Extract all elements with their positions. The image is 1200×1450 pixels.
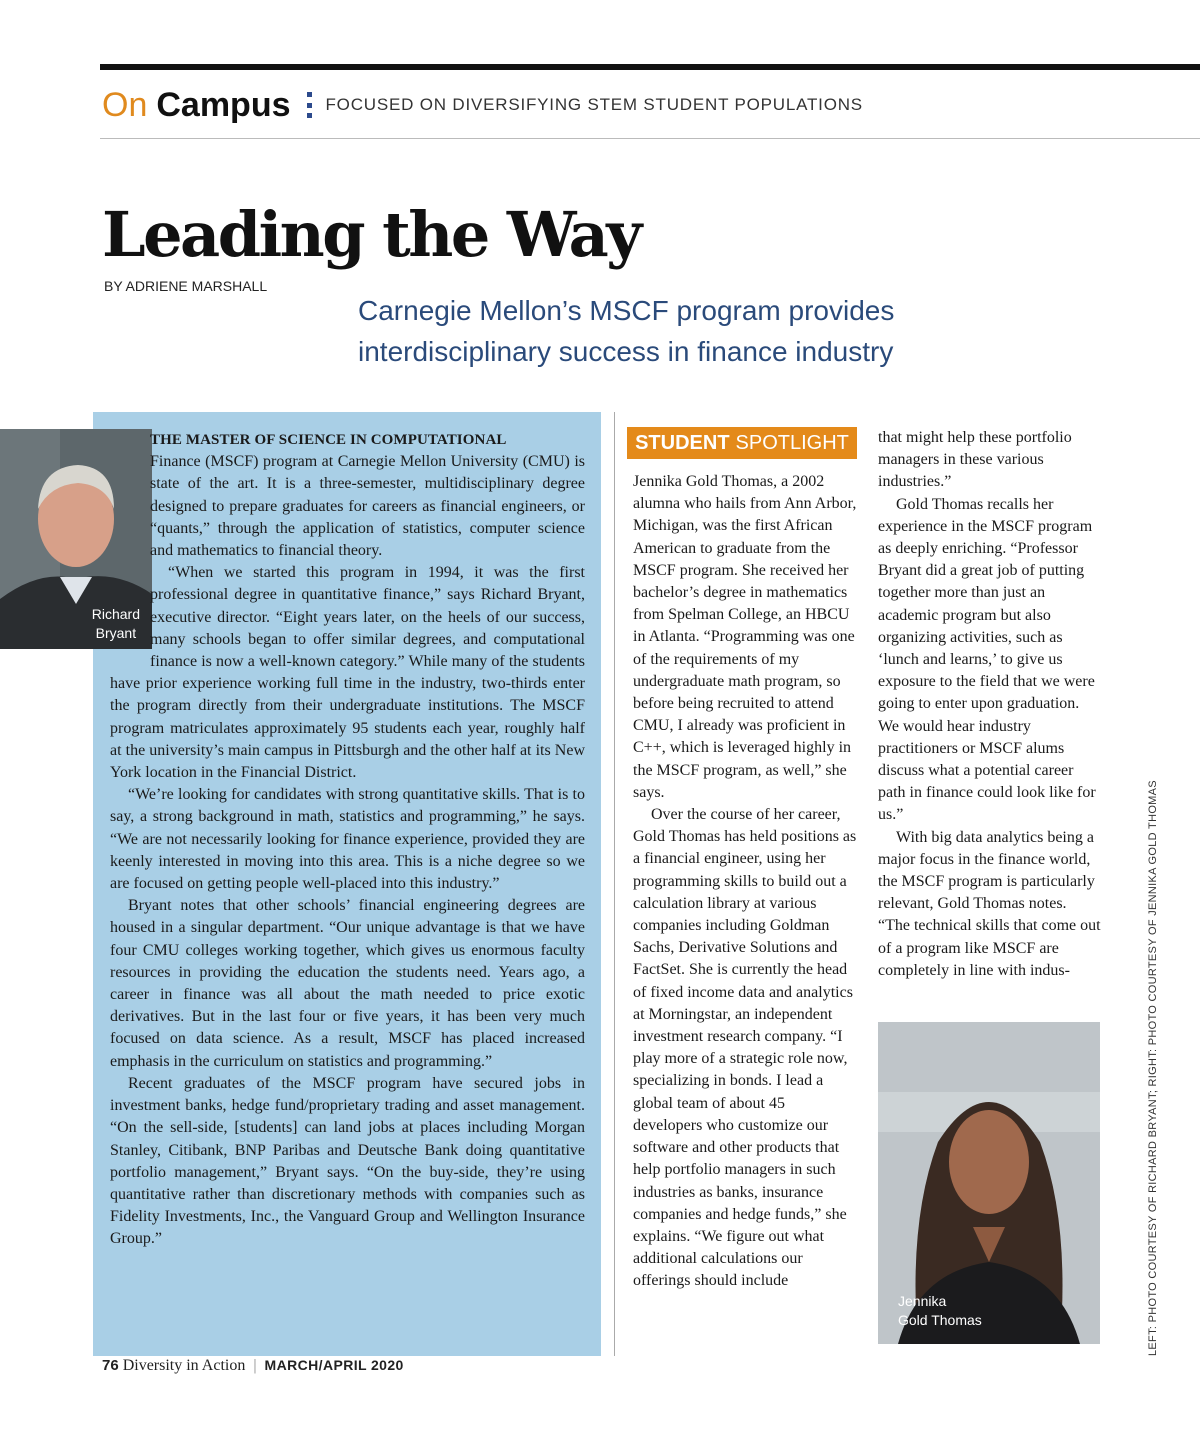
spotlight-paragraph: that might help these portfolio managers in these various industries.” <box>878 429 1072 491</box>
main-paragraph: Bryant notes that other schools’ financial engineering degrees are housed in a singular department. “Our unique advantage is that we have four CMU colleges working together, which gives us enormous faculty resources in providing the education the students need. Years ago, a career in finance was all about the math needed to price exotic derivatives. But in the last four or five years, it has been very much focused on data science. As a result, MSCF has placed increased emphasis in the curriculum on statistics and programming.” <box>110 897 585 1070</box>
jennika-gold-thomas-photo <box>878 1022 1100 1344</box>
main-paragraph: Recent graduates of the MSCF program have secured jobs in investment banks, hedge fund/proprietary trading and asset management. “On the sell-side, [students] can land jobs at places including Morgan Stanley, Citibank, BNP Paribas and Deutsche Bank doing quantitative portfolio management,” Bryant says. “On the buy-side, they’re using quantitative rather than discretionary methods with companies such as Fidelity Investments, Inc., the Vanguard Group and Wellington Insurance Group.” <box>110 1074 585 1248</box>
section-tagline: FOCUSED ON DIVERSIFYING STEM STUDENT POPULATIONS <box>325 95 863 114</box>
spotlight-column-2 <box>878 427 1102 982</box>
photo2-caption <box>898 1292 982 1330</box>
section-label-on: On <box>102 85 148 124</box>
photo1-caption-line1: Richard <box>91 606 140 622</box>
photo2-caption-line2: Gold Thomas <box>898 1312 982 1328</box>
magazine-name: Diversity in Action <box>122 1357 246 1374</box>
issue-date: MARCH/APRIL 2020 <box>264 1357 404 1373</box>
dots-divider-icon <box>307 92 312 118</box>
byline: BY ADRIENE MARSHALL <box>104 278 268 294</box>
lead-in: THE MASTER OF SCIENCE IN COMPUTATIONAL <box>150 432 507 448</box>
column-divider <box>614 412 615 1356</box>
main-paragraph: “When we started this program in 1994, it was the first professional degree in quantitative finance,” says Richard Bryant, executive director. “Eight years later, on the heels of our success, many schools began to offer similar degrees, and computational finance is now a well-known category.” While many of the students have prior experience working full time in the industry, two-thirds enter the program directly from their undergraduate institutions. The MSCF program matriculates approximately 95 students each year, roughly half at the university’s main campus in Pittsburgh and the other half at its New York location in the Financial District. <box>110 564 585 782</box>
spotlight-paragraph: Gold Thomas recalls her experience in the MSCF program as deeply enriching. “Professor Bryant did a great job of putting together more than just an academic program but also organizing activities, such as ‘lunch and learns,’ to give us exposure to the field that we were going to enter upon graduation. We would hear industry practitioners or MSCF alums discuss what a potential career path in finance could look like for us.” <box>878 495 1096 824</box>
section-header <box>102 82 863 128</box>
top-rule <box>100 64 1200 70</box>
main-paragraph: “We’re looking for candidates with strong quantitative skills. That is to say, a strong background in math, statistics and programming,” he says. “We are not necessarily looking for finance experience, provided they are keenly interested in moving into this area. This is a niche degree so we are focused on getting people well-placed into this industry.” <box>110 786 585 893</box>
header-rule <box>100 138 1200 139</box>
photo1-caption-line2: Bryant <box>95 625 137 641</box>
student-spotlight-tag <box>627 427 857 459</box>
article-headline: Leading the Way <box>102 198 640 271</box>
main-story-text <box>110 429 585 1251</box>
spotlight-paragraph: Jennika Gold Thomas, a 2002 alumna who hails from Ann Arbor, Michigan, was the first African American to graduate from the MSCF program. She received her bachelor’s degree in mathematics from Spelman College, an HBCU in Atlanta. “Programming was one of the requirements of my undergraduate math program, so before being recruited to attend CMU, I already was proficient in C++, which is leveraged highly in the MSCF program, as well,” she says. <box>633 473 857 801</box>
footer-separator: | <box>253 1357 257 1374</box>
spotlight-label-light: SPOTLIGHT <box>735 431 849 454</box>
spotlight-paragraph: With big data analytics being a major focus in the finance world, the MSCF program is particularly relevant, Gold Thomas notes. “The technical skills that come out of a program like MSCF are completely in line with indus- <box>878 828 1101 979</box>
spotlight-label-bold: STUDENT <box>635 431 730 454</box>
photo2-caption-line1: Jennika <box>898 1293 947 1309</box>
photo-credit: LEFT: PHOTO COURTESY OF RICHARD BRYANT; RIGHT: PHOTO COURTESY OF JENNIKA GOLD THOMAS <box>1147 780 1159 1356</box>
section-label-campus: Campus <box>156 85 291 124</box>
page-number: 76 <box>102 1357 119 1374</box>
spotlight-paragraph: Over the course of her career, Gold Thomas has held positions as a financial engineer, using her programming skills to build out a calculation library at various companies including Goldman Sachs, Derivative Solutions and FactSet. She is currently the head of fixed income data and analytics at Morningstar, an independent investment research company. “I play more of a strategic role now, specializing in bonds. I lead a global team of about 45 developers who customize our software and other products that help portfolio managers in such industries as banks, insurance companies and hedge funds,” she explains. “We figure out what additional calculations our offerings should include <box>633 806 857 1290</box>
main-paragraph: THE MASTER OF SCIENCE IN COMPUTATIONAL Finance (MSCF) program at Carnegie Mellon University (CMU) is state of the art. It is a three-semester, multidisciplinary degree designed to prepare graduates for careers as financial engineers, or “quants,” through the application of statistics, computer science and mathematics to financial theory. <box>150 432 585 560</box>
page-footer <box>102 1357 404 1375</box>
article-deck: Carnegie Mellon’s MSCF program provides interdisciplinary success in finance industry <box>358 295 895 367</box>
spotlight-column-1 <box>633 471 857 1293</box>
